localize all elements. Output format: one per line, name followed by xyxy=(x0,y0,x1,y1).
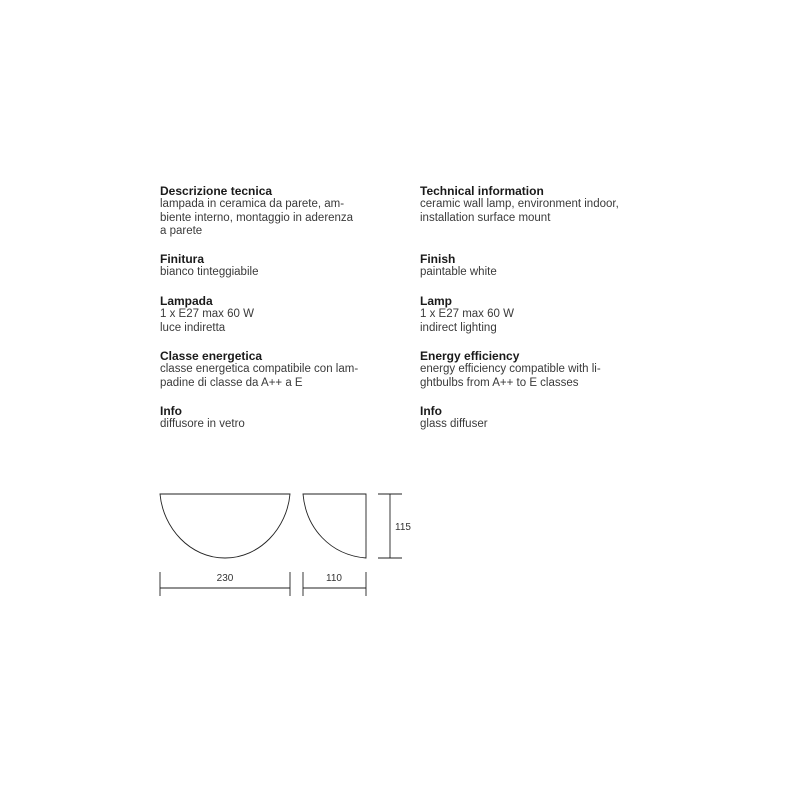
en-info-line-1: glass diffuser xyxy=(420,418,488,430)
en-info-heading: Info xyxy=(420,404,442,418)
en-finish-heading: Finish xyxy=(420,252,456,266)
it-lamp-line-1: 1 x E27 max 60 W xyxy=(160,308,254,320)
side-view-shape xyxy=(303,494,366,558)
en-lamp-line-2: indirect lighting xyxy=(420,321,497,334)
en-finish-line-1: paintable white xyxy=(420,266,497,278)
it-technical-description-heading: Descrizione tecnica xyxy=(160,184,273,198)
en-lamp-line-1: 1 x E27 max 60 W xyxy=(420,308,514,320)
it-energy-class-heading: Classe energetica xyxy=(160,349,263,363)
en-technical-description-line-1: ceramic wall lamp, environment indoor, xyxy=(420,198,619,210)
it-energy-class-line-1: classe energetica compatibile con lam- xyxy=(160,363,359,375)
depth-dim-label: 110 xyxy=(326,573,342,584)
it-finish-line-1: bianco tinteggiabile xyxy=(160,266,259,278)
it-technical-description-line-1: lampada in ceramica da parete, am- xyxy=(160,198,345,210)
it-info-line-1: diffusore in vetro xyxy=(160,418,245,430)
it-info-heading: Info xyxy=(160,404,182,418)
width-dim-label: 230 xyxy=(216,573,234,584)
en-technical-description-line-2: installation surface mount xyxy=(420,211,551,224)
it-energy-class-line-2: padine di classe da A++ a E xyxy=(160,376,303,389)
en-lamp-heading: Lamp xyxy=(420,294,453,308)
front-view-shape xyxy=(160,494,290,558)
it-lamp-heading: Lampada xyxy=(160,294,213,308)
height-dim-label: 115 xyxy=(395,522,411,533)
en-energy-class-line-2: ghtbulbs from A++ to E classes xyxy=(420,376,579,389)
drawing-strokes xyxy=(160,494,402,596)
it-finish-heading: Finitura xyxy=(160,252,204,266)
it-technical-description-line-3: a parete xyxy=(160,225,203,238)
en-energy-class-heading: Energy efficiency xyxy=(420,349,520,363)
it-technical-description-line-2: biente interno, montaggio in aderenza xyxy=(160,211,354,224)
it-lamp-line-2: luce indiretta xyxy=(160,321,226,334)
en-technical-description-heading: Technical information xyxy=(420,184,544,198)
en-energy-class-line-1: energy efficiency compatible with li- xyxy=(420,363,601,375)
